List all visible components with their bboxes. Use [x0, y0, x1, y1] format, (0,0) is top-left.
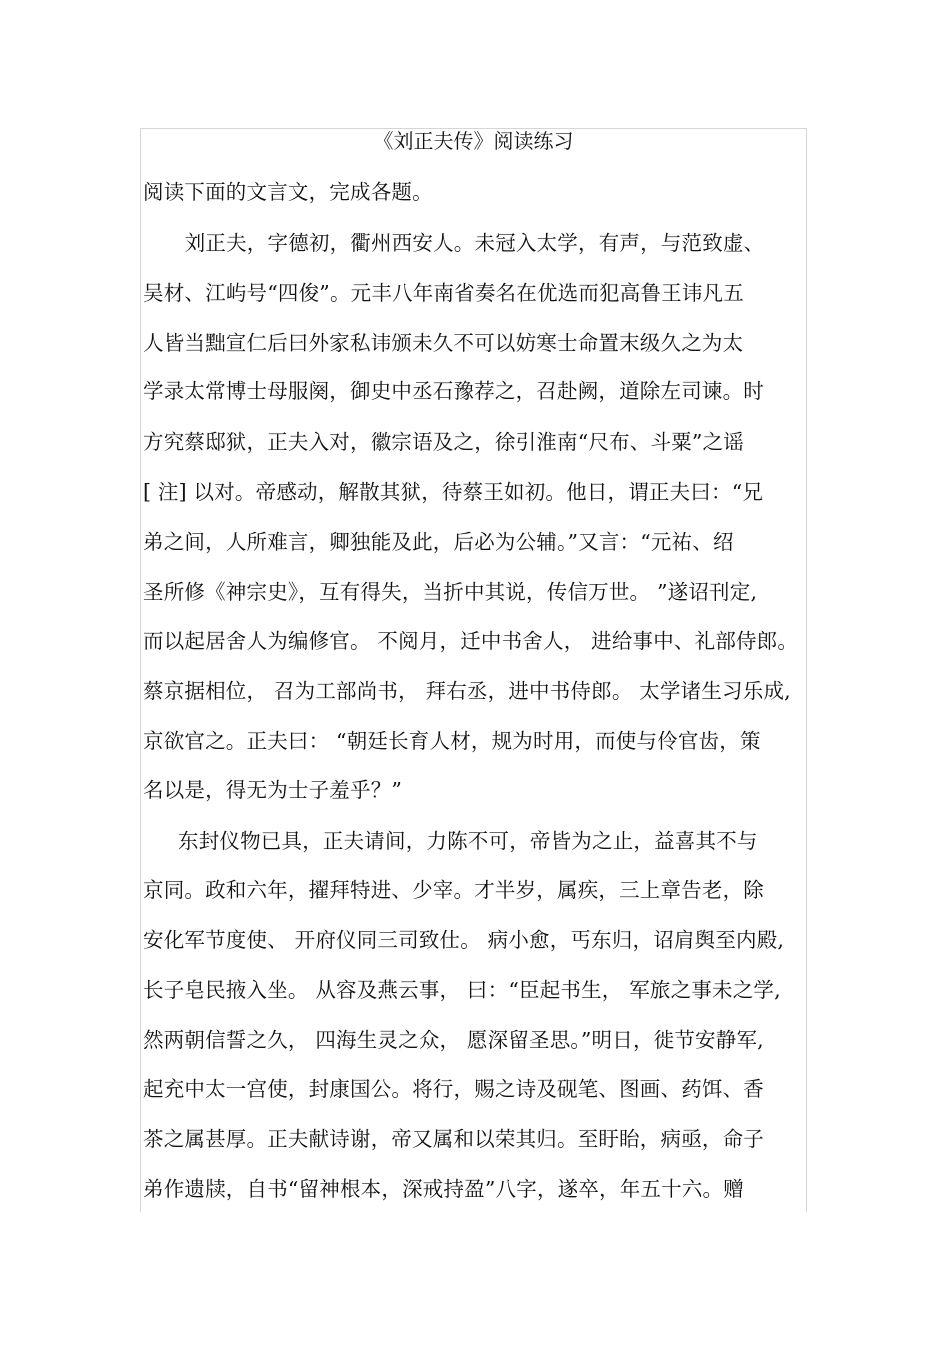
text-line: 名以是，得无为士子羞乎？”	[143, 778, 403, 802]
text-line: 京欲官之。正夫曰： “朝廷长育人材，规为时用，而使与伶官齿，策	[143, 729, 761, 753]
text-line: 茶之属甚厚。正夫献诗谢，帝又属和以荣其归。至盱眙，病亟，命子	[143, 1127, 764, 1151]
page-frame-left-border	[140, 128, 141, 1212]
text-line: 刘正夫，字德初，衢州西安人。未冠入太学，有声，与范致虚、	[164, 231, 765, 255]
text-line: 弟之间，人所难言，卿独能及此，后必为公辅。”又言：“元祐、绍	[143, 530, 734, 554]
text-line: 蔡京据相位， 召为工部尚书， 拜右丞，进中书侍郎。 太学诸生习乐成,	[143, 679, 791, 703]
text-line: 起充中太一宫使，封康国公。将行，赐之诗及砚笔、图画、药饵、香	[143, 1077, 764, 1101]
text-line: [ 注] 以对。帝感动，解散其狱，待蔡王如初。他日，谓正夫曰：“兄	[143, 480, 764, 504]
text-line: 圣所修《神宗史》，互有得失，当折中其说，传信万世。 ”遂诏刊定,	[143, 580, 758, 604]
text-line: 长子皂民掖入坐。 从容及燕云事， 曰：“臣起书生， 军旅之事未之学,	[143, 978, 781, 1002]
text-line: 学录太常博士母服阕，御史中丞石豫荐之，召赴阙，道除左司谏。时	[143, 379, 764, 403]
text-line: 京同。政和六年，擢拜特进、少宰。才半岁，属疾，三上章告老，除	[143, 878, 764, 902]
instruction-line: 阅读下面的文言文，完成各题。	[143, 180, 433, 204]
text-line: 人皆当黜宣仁后曰外家私讳颁未久不可以妨寒士命置末级久之为太	[143, 331, 744, 355]
text-line: 然两朝信誓之久， 四海生灵之众， 愿深留圣思。”明日，徙节安静军,	[143, 1028, 764, 1052]
text-line: 安化军节度使、 开府仪同三司致仕。 病小愈，丐东归，诏肩舆至内殿,	[143, 928, 785, 952]
text-line: 而以起居舍人为编修官。 不阅月，迁中书舍人， 进给事中、礼部侍郎。	[143, 629, 799, 653]
document-title: 《刘正夫传》阅读练习	[373, 129, 574, 153]
text-line: 弟作遗牍，自书“留神根本，深戒持盈”八字，遂卒，年五十六。赠	[143, 1177, 744, 1201]
text-line: 东封仪物已具，正夫请间，力陈不可，帝皆为之止，益喜其不与	[178, 829, 758, 853]
text-line: 吴材、江屿号“四俊”。元丰八年南省奏名在优选而犯高鲁王讳凡五	[143, 281, 744, 305]
page-frame-right-border	[806, 128, 807, 1212]
text-line: 方究蔡邸狱，正夫入对，徽宗语及之，徐引淮南“尺布、斗粟”之谣	[143, 430, 744, 454]
